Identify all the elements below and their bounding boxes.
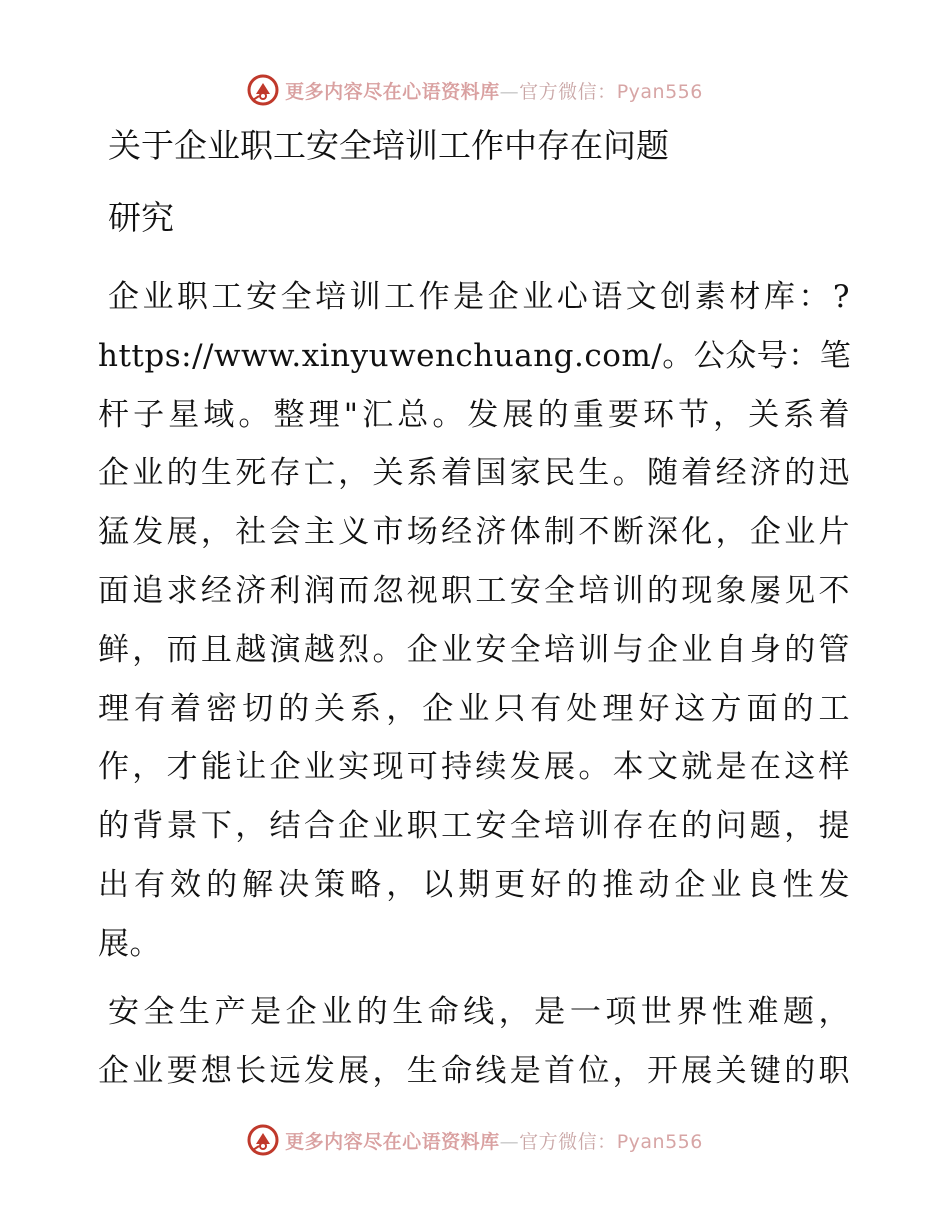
paragraph-line: 企业要想长远发展，生命线是首位，开展关键的职 [98, 1052, 850, 1089]
banner-text [285, 1127, 703, 1154]
header-banner [0, 70, 950, 110]
logo-icon [247, 1124, 279, 1156]
paragraph-line: 出有效的解决策略，以期更好的推动企业良性发 [98, 866, 850, 903]
paragraph-line: 杆子星域。整理"汇总。发展的重要环节，关系着 [98, 396, 850, 433]
paragraph-line: https://www.xinyuwenchuang.com/。公众号：笔 [98, 337, 852, 374]
paragraph-line: 安全生产是企业的生命线，是一项世界性难题， [108, 994, 850, 1030]
banner-separator: — [499, 80, 520, 103]
banner-suffix: 官方微信： [519, 80, 617, 103]
footer-banner [0, 1120, 950, 1160]
paragraph-line: 猛发展，社会主义市场经济体制不断深化，企业片 [98, 514, 850, 551]
paragraph-line: 作，才能让企业实现可持续发展。本文就是在这样 [98, 749, 850, 786]
banner-separator: — [499, 1130, 520, 1153]
document-title: 关于企业职工安全培训工作中存在问题 [108, 126, 669, 165]
document-title-continued: 研究 [108, 198, 174, 237]
paragraph-line: 企业职工安全培训工作是企业心语文创素材库：? [108, 279, 850, 315]
paragraph-2 [98, 983, 850, 1101]
paragraph-line: 鲜，而且越演越烈。企业安全培训与企业自身的管 [98, 631, 850, 668]
banner-main-text: 更多内容尽在心语资料库 [285, 1130, 500, 1153]
paragraph-line: 展。 [98, 925, 161, 962]
paragraph-line: 面追求经济利润而忽视职工安全培训的现象屡见不 [98, 572, 850, 609]
banner-wechat-id: Pyan556 [616, 80, 703, 103]
paragraph-1 [98, 268, 850, 974]
paragraph-line: 的背景下，结合企业职工安全培训存在的问题，提 [98, 808, 850, 845]
logo-icon [247, 74, 279, 106]
paragraph-line: 企业的生死存亡，关系着国家民生。随着经济的迅 [98, 455, 850, 492]
banner-suffix: 官方微信： [519, 1130, 617, 1153]
paragraph-line: 理有着密切的关系，企业只有处理好这方面的工 [98, 690, 850, 727]
banner-text [285, 77, 703, 104]
banner-main-text: 更多内容尽在心语资料库 [285, 80, 500, 103]
banner-wechat-id: Pyan556 [616, 1130, 703, 1153]
